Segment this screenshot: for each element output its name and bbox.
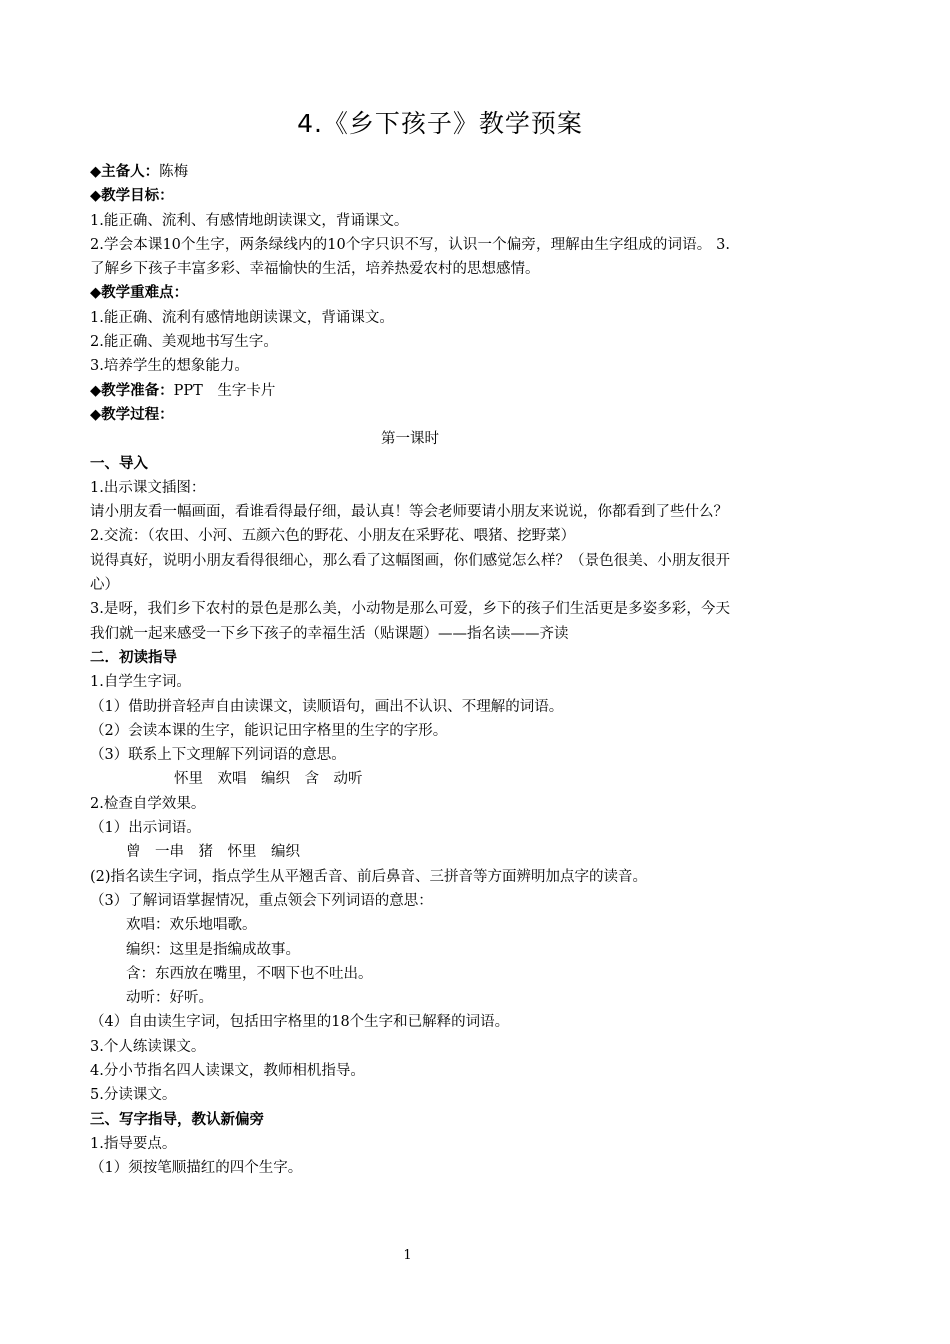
preparer-line [90, 160, 730, 184]
section-heading: 一、导入 [90, 455, 148, 472]
paragraph-line: （1）须按笔顺描红的四个生字。 [90, 1160, 303, 1177]
paragraph-line: 1.自学生字词。 [90, 674, 191, 691]
lesson-title: 第一课时 [381, 431, 439, 448]
paragraph-line: 4.分小节指名四人读课文，教师相机指导。 [90, 1062, 365, 1079]
paragraph-line: 说得真好，说明小朋友看得很细心，那么看了这幅图画，你们感觉怎么样？（景色很美、小朋友很开心） [90, 552, 730, 594]
page-number: 1 [403, 1248, 412, 1263]
vocab-list: 曾 一串 猪 怀里 编织 [126, 844, 300, 861]
goals-heading: ◆教学目标： [90, 188, 174, 205]
document-body [90, 160, 730, 1180]
paragraph-line: （2）会读本课的生字，能识记田字格里的生字的字形。 [90, 722, 448, 739]
preparer-name: 陈梅 [159, 164, 189, 180]
paragraph-line: （3）联系上下文理解下列词语的意思。 [90, 747, 346, 764]
definition-item: 动听：好听。 [126, 990, 213, 1007]
paragraph-line: 1.指导要点。 [90, 1135, 177, 1152]
paragraph-line: 请小朋友看一幅画面，看谁看得最仔细，最认真！等会老师要请小朋友来说说，你都看到了些什么？ [90, 504, 728, 521]
goal-item: 1.能正确、流利、有感情地朗读课文，背诵课文。 [90, 212, 409, 229]
paragraph-line: (2)指名读生字词，指点学生从平翘舌音、前后鼻音、三拼音等方面辨明加点字的读音。 [90, 868, 648, 885]
definition-item: 编织：这里是指编成故事。 [126, 941, 300, 958]
prep-line [90, 379, 730, 403]
paragraph-line: 3.个人练读课文。 [90, 1038, 206, 1055]
paragraph-line: 1.出示课文插图： [90, 479, 206, 496]
process-heading: ◆教学过程： [90, 406, 174, 423]
section-heading: 二．初读指导 [90, 649, 177, 666]
keypoints-heading: ◆教学重难点： [90, 285, 189, 302]
definition-item: 欢唱：欢乐地唱歌。 [126, 917, 257, 934]
section-heading: 三、写字指导，教认新偏旁 [90, 1111, 264, 1128]
paragraph-line: （3）了解词语掌握情况，重点领会下列词语的意思： [90, 892, 433, 909]
paragraph-line: （1）借助拼音轻声自由读课文，读顺语句，画出不认识、不理解的词语。 [90, 698, 564, 715]
prep-value: PPT 生字卡片 [173, 382, 276, 399]
keypoint-item: 2.能正确、美观地书写生字。 [90, 334, 278, 351]
preparer-label: ◆主备人： [90, 164, 160, 180]
prep-label: ◆教学准备： [90, 382, 174, 399]
document-title: 4.《乡下孩子》教学预案 [297, 109, 583, 138]
paragraph-line: 2.检查自学效果。 [90, 795, 206, 812]
paragraph-line: 5.分读课文。 [90, 1087, 177, 1104]
paragraph-line: （4）自由读生字词，包括田字格里的18个生字和已解释的词语。 [90, 1014, 510, 1031]
vocab-list: 怀里 欢唱 编织 含 动听 [174, 771, 363, 788]
keypoint-item: 3.培养学生的想象能力。 [90, 358, 249, 375]
paragraph-line: （1）出示词语。 [90, 820, 201, 837]
keypoint-item: 1.能正确、流利有感情地朗读课文，背诵课文。 [90, 309, 394, 326]
paragraph-line: 3.是呀，我们乡下农村的景色是那么美，小动物是那么可爱，乡下的孩子们生活更是多姿多彩，今天我们就一起来感受一下乡下孩子的幸福生活（贴课题）——指名读——齐读 [90, 601, 730, 642]
definition-item: 含：东西放在嘴里，不咽下也不吐出。 [126, 965, 373, 982]
goal-item: 2.学会本课10个生字，两条绿线内的10个字只识不写，认识一个偏旁，理解由生字组成的词语。 3.了解乡下孩子丰富多彩、幸福愉快的生活，培养热爱农村的思想感情。 [90, 236, 730, 278]
paragraph-line: 2.交流：（农田、小河、五颜六色的野花、小朋友在采野花、喂猪、挖野菜） [90, 528, 576, 545]
